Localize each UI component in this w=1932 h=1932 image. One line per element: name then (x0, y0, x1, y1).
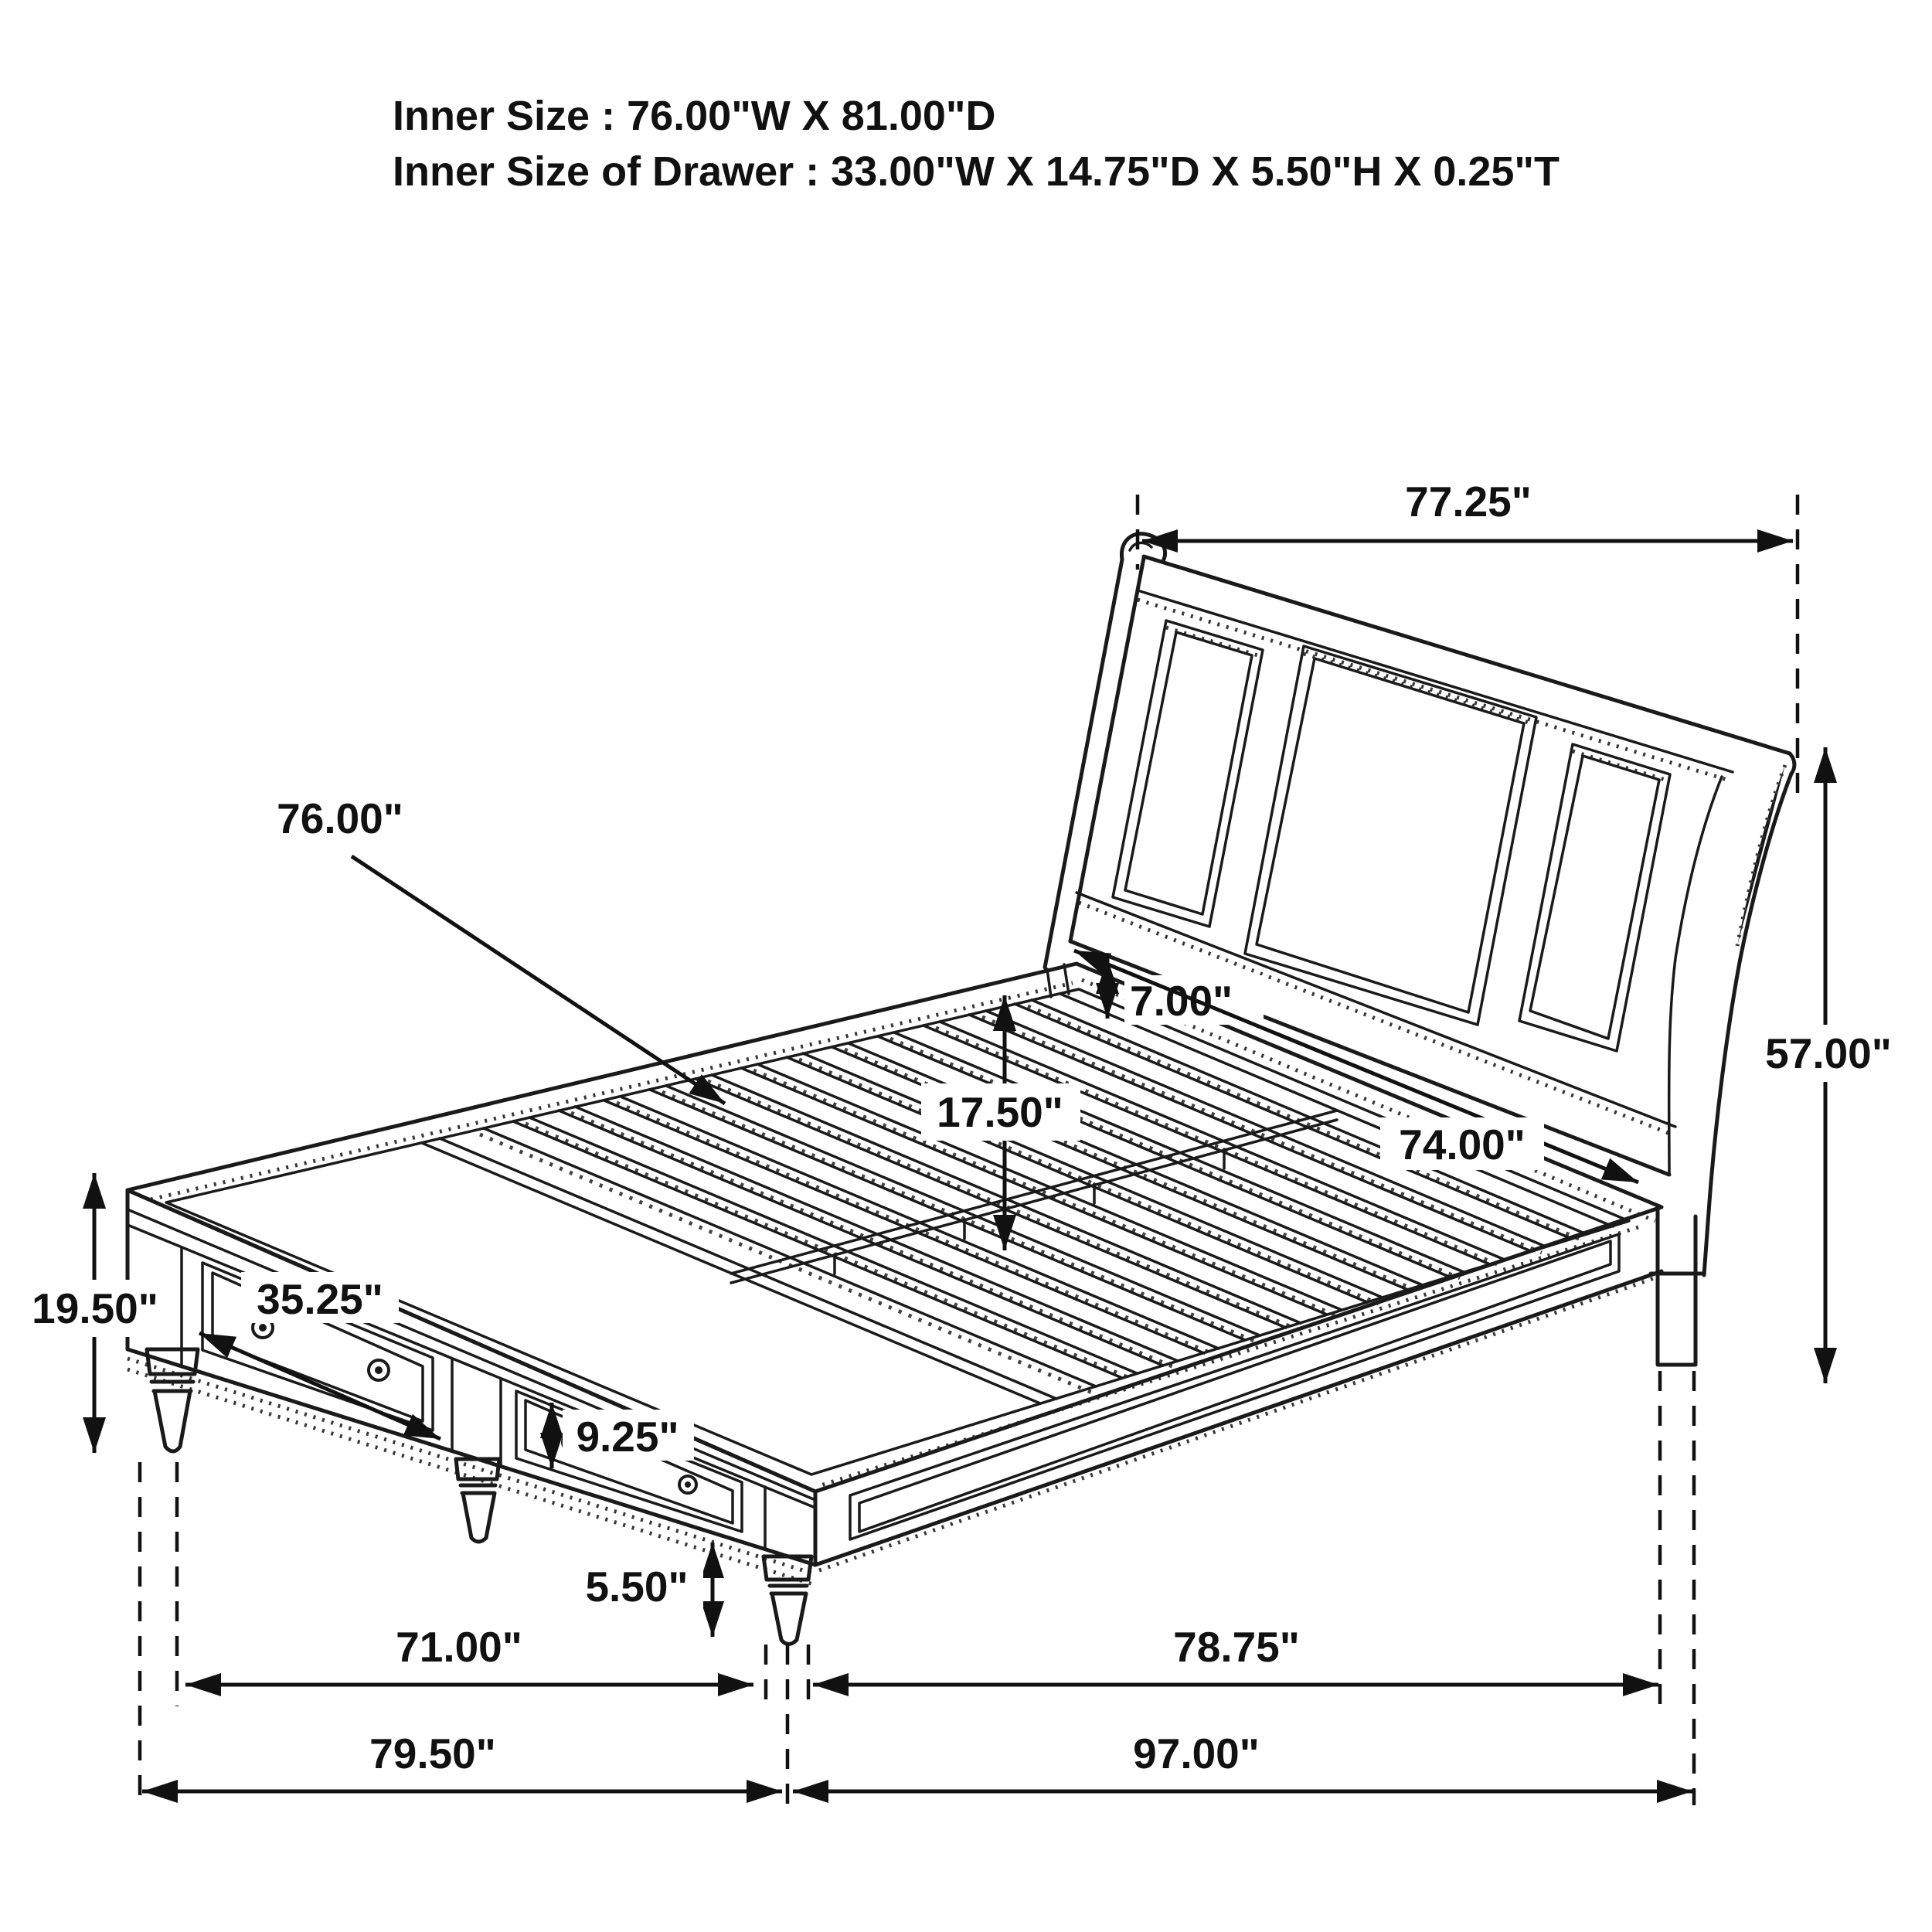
headboard-panel-right-inner (1530, 756, 1659, 1039)
dimension-label: 9.25" (576, 1413, 679, 1461)
dimension-headboard-height (1751, 747, 1906, 1383)
leader-line (352, 856, 725, 1104)
headboard-left-edge (1070, 558, 1144, 941)
headboard-right-post-inner (1669, 777, 1722, 1175)
dimension-footboard-end-length (142, 1730, 782, 1791)
inner-size-of-drawer-title: Inner Size of Drawer : 33.00"W X 14.75"D X 5.50"H X 0.25"T (393, 148, 1560, 195)
title-block (393, 93, 1560, 195)
dimension-side-rail-length (813, 1623, 1658, 1685)
dimension-label: 77.25" (1405, 478, 1532, 526)
drawer-knob-dot (685, 1481, 691, 1488)
dimension-headboard-end-length (793, 1730, 1692, 1791)
dimension-label: 78.75" (1173, 1623, 1300, 1671)
dimension-label: 19.50" (32, 1284, 158, 1332)
dimension-label: 35.25" (257, 1275, 383, 1323)
dimension-line (199, 1333, 440, 1439)
headboard-panel-left-inner (1125, 632, 1252, 914)
headboard-panel-center-inner (1257, 658, 1524, 1012)
slats-shading (480, 1006, 1583, 1393)
dimension-label: 7.00" (1130, 977, 1233, 1025)
headboard-top-rail-inner (1138, 590, 1733, 772)
dimension-drawer-front-height (552, 1403, 694, 1468)
dimension-annotations (26, 478, 1906, 1791)
drawer-knob-dot (259, 1324, 267, 1332)
dimension-label: 17.50" (937, 1088, 1063, 1136)
side-rail-hatch (819, 1277, 1658, 1570)
dimension-label: 57.00" (1765, 1029, 1892, 1077)
headboard-right-scroll-tip (1790, 753, 1794, 774)
dimension-label: 71.00" (396, 1623, 522, 1671)
side-rail-bottom (815, 1271, 1662, 1565)
dimension-label: 76.00" (277, 794, 403, 842)
drawer-knob-dot (375, 1366, 383, 1374)
dimension-label: 5.50" (585, 1563, 689, 1611)
footboard-face (128, 1190, 815, 1565)
dimension-floor-clearance (570, 1543, 713, 1637)
dimension-label: 97.00" (1133, 1730, 1260, 1777)
dimension-slat-area-width (277, 794, 725, 1104)
footboard (128, 1190, 815, 1584)
side-rail (815, 1234, 1662, 1570)
dimension-headboard-rail-gap (1107, 958, 1264, 1025)
rear-right-leg (1651, 1207, 1702, 1365)
dimension-headboard-width (1142, 478, 1793, 541)
headboard-top-rail-outer (1144, 556, 1790, 753)
dimension-drawer-section-length (185, 1623, 753, 1685)
dimension-label: 79.50" (369, 1730, 496, 1777)
headboard-panel-left (1113, 621, 1263, 927)
headboard-panel-center (1245, 646, 1536, 1025)
foot-right-corner-foot (764, 1556, 811, 1645)
inner-size-title: Inner Size : 76.00"W X 81.00"D (393, 93, 996, 139)
bed-drawing (128, 495, 1798, 1805)
dimension-label: 74.00" (1399, 1121, 1526, 1168)
slat-deck (128, 964, 1662, 1492)
headboard-right-post-outer (1704, 774, 1791, 1275)
headboard-left-scroll-inner (1130, 543, 1151, 550)
headboard-panel-right (1519, 744, 1670, 1051)
